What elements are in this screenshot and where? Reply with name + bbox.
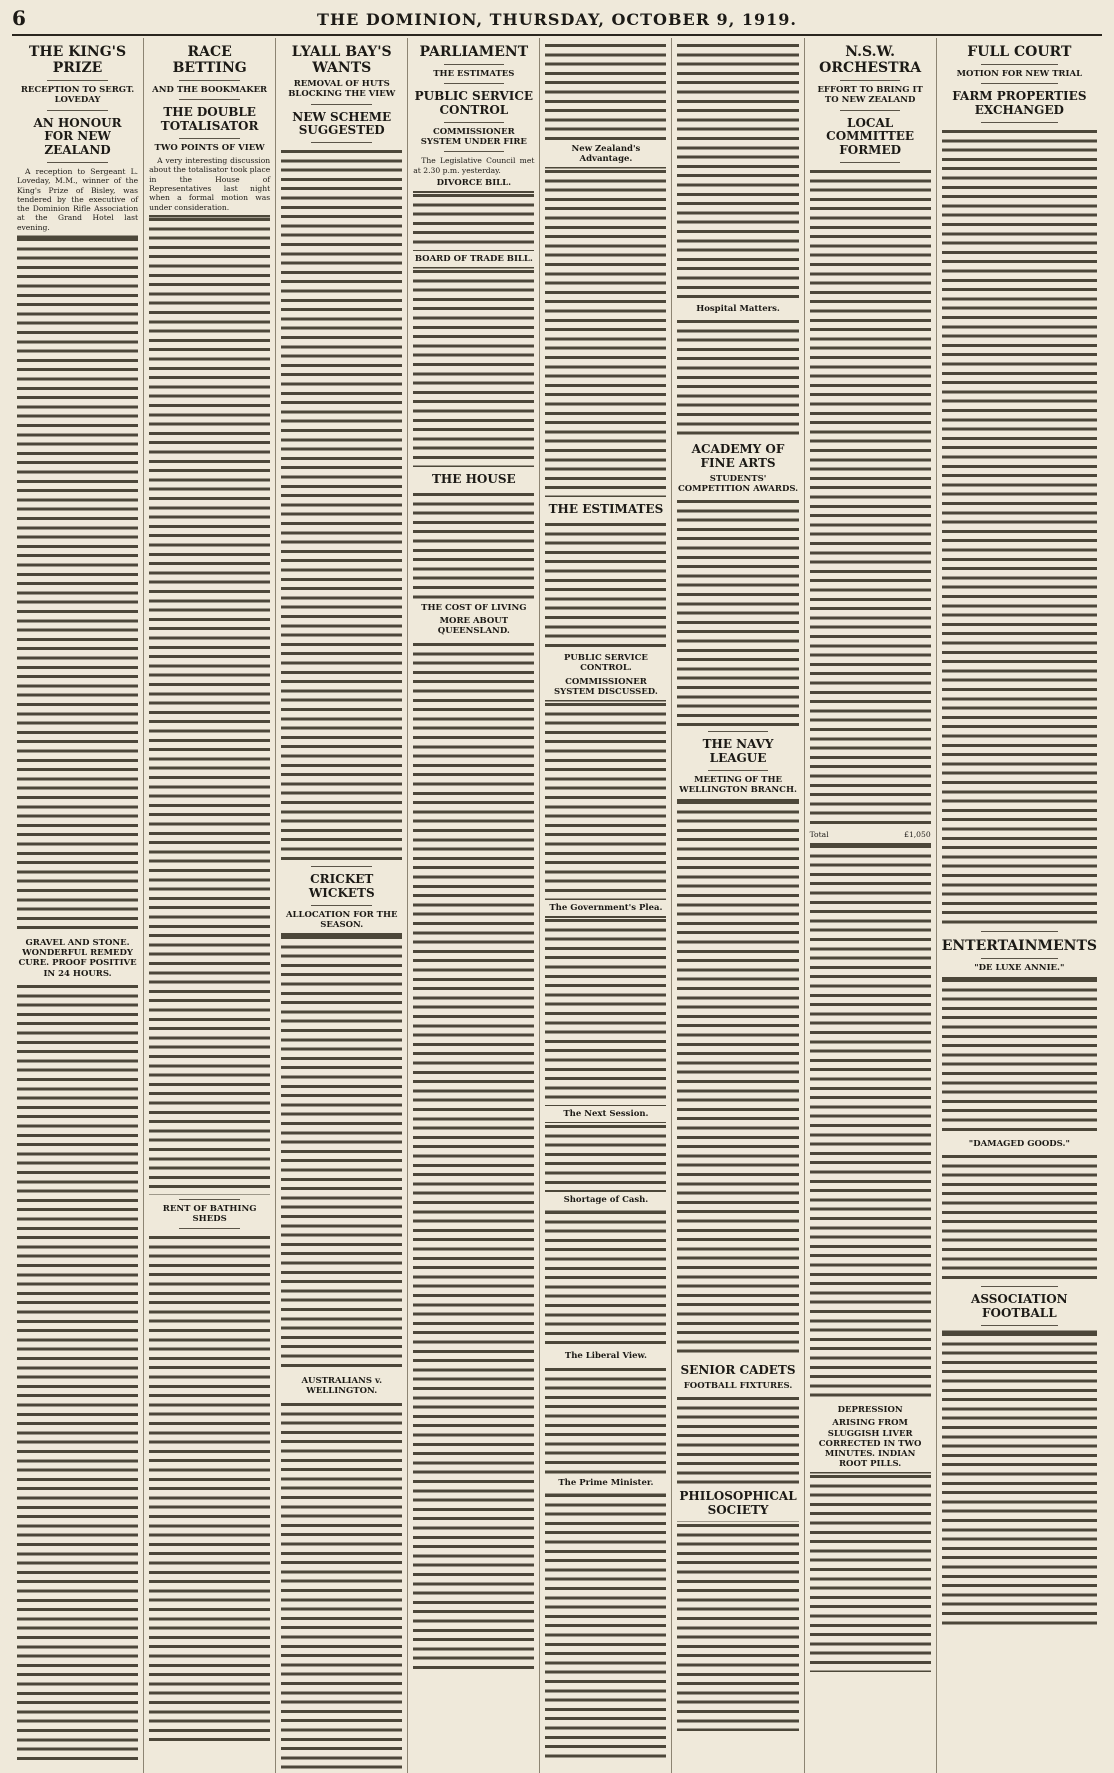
government-plea-heading: The Government's Plea. [549, 902, 663, 913]
divider [47, 110, 108, 111]
column-8 [937, 38, 1102, 1773]
nsw-orchestra-heading: N.S.W. ORCHESTRA [819, 44, 922, 77]
shortage-of-cash-heading: Shortage of Cash. [563, 1195, 649, 1206]
article-text [942, 1330, 1097, 1630]
new-scheme-heading: NEW SCHEME SUGGESTED [292, 109, 392, 138]
article-text [545, 41, 666, 141]
divider [179, 80, 240, 81]
divider [444, 151, 505, 152]
article-text [677, 1521, 798, 1731]
liver-subheading: ARISING FROM SLUGGISH LIVER CORRECTED IN TWO MINUTES. INDIAN ROOT PILLS. [818, 1418, 922, 1470]
article-text [545, 167, 666, 497]
gravel-heading: GRAVEL AND STONE. WONDERFUL REMEDY CURE. PROOF POSITIVE IN 24 HOURS. [18, 938, 137, 979]
article-text [810, 842, 931, 1402]
article-text [413, 191, 534, 251]
orchestra-subheading: EFFORT TO BRING IT TO NEW ZEALAND [817, 85, 923, 106]
article-text [545, 1122, 666, 1192]
students-awards-heading: STUDENTS' COMPETITION AWARDS. [677, 473, 799, 494]
article-text [281, 1400, 402, 1770]
divider [444, 83, 505, 84]
two-points-subheading: TWO POINTS OF VIEW [154, 142, 265, 153]
article-text [942, 1152, 1097, 1282]
divider [981, 122, 1059, 123]
article-text [810, 167, 931, 827]
divider [840, 80, 901, 81]
estimates-heading: THE ESTIMATES [548, 502, 664, 517]
article-text [149, 1233, 270, 1743]
kings-prize-heading: THE KING'S PRIZE [29, 44, 127, 77]
divider [708, 731, 769, 732]
philosophical-society-heading: PHILOSOPHICAL SOCIETY [679, 1489, 797, 1517]
divider [311, 905, 372, 906]
masthead [12, 6, 1102, 36]
academy-heading: ACADEMY OF FINE ARTS [691, 442, 785, 470]
columns [12, 38, 1102, 1738]
honour-heading: AN HONOUR FOR NEW ZEALAND [33, 115, 122, 158]
entertainments-heading: ENTERTAINMENTS [941, 937, 1097, 954]
allocation-subheading: ALLOCATION FOR THE SEASON. [285, 909, 398, 930]
commissioner-subheading: COMMISSIONER SYSTEM UNDER FIRE [420, 126, 527, 148]
football-fixtures-heading: FOOTBALL FIXTURES. [683, 1380, 793, 1391]
divider [981, 1286, 1059, 1287]
column-7 [805, 38, 937, 1773]
divider [311, 142, 372, 143]
article-text [281, 933, 402, 1373]
kings-prize-intro: A reception to Sergeant L. Loveday, M.M., winner of the King's Prize of Bisley, was tendered by the executive of the Dominion Rifle Association at the Grand Hotel last evening. [17, 166, 139, 232]
article-text [413, 490, 534, 600]
queensland-subheading: MORE ABOUT QUEENSLAND. [437, 616, 510, 637]
article-text [942, 976, 1097, 1136]
column-1 [12, 38, 144, 1773]
article-text [545, 520, 666, 650]
column-6 [672, 38, 804, 1773]
race-betting-heading: RACE BETTING [172, 44, 247, 77]
article-text [545, 1365, 666, 1475]
article-text [413, 267, 534, 467]
bookmaker-subheading: AND THE BOOKMAKER [152, 85, 268, 96]
divider [981, 64, 1059, 65]
article-text [545, 700, 666, 900]
divider [708, 770, 769, 771]
de-luxe-annie-heading: "DE LUXE ANNIE." [974, 962, 1065, 973]
committee-heading: LOCAL COMMITTEE FORMED [826, 115, 915, 158]
article-text [545, 916, 666, 1106]
race-betting-intro: A very interesting discussion about the totalisator took place in the House of Representatives last night when a formal motion was under consideration. [149, 156, 271, 212]
masthead-title: THE DOMINION, THURSDAY, OCTOBER 9, 1919. [317, 10, 797, 29]
article-text [677, 1394, 798, 1484]
commissioner-discussed-heading: COMMISSIONER SYSTEM DISCUSSED. [554, 676, 658, 697]
public-service-control-heading: PUBLIC SERVICE CONTROL. [564, 653, 648, 674]
divider [47, 162, 108, 163]
total-row [810, 830, 931, 839]
page-number: 6 [12, 6, 26, 30]
divider [179, 138, 240, 139]
divider [311, 104, 372, 105]
divider [179, 1199, 240, 1200]
new-trial-subheading: MOTION FOR NEW TRIAL [956, 69, 1083, 80]
divider [444, 64, 505, 65]
liberal-view-heading: The Liberal View. [564, 1351, 647, 1362]
total-value: £1,050 [904, 829, 931, 839]
lyall-bay-subheading: REMOVAL OF HUTS BLOCKING THE VIEW [288, 79, 396, 100]
article-text [17, 235, 138, 935]
board-of-trade-heading: BOARD OF TRADE BILL. [414, 254, 533, 265]
council-intro: The Legislative Council met at 2.30 p.m. yesterday. [413, 156, 535, 175]
divider [981, 958, 1059, 959]
article-text [281, 147, 402, 862]
column-4 [408, 38, 540, 1773]
depression-heading: DEPRESSION [837, 1405, 903, 1416]
article-text [677, 798, 798, 1358]
next-session-heading: The Next Session. [563, 1109, 649, 1120]
navy-meeting-heading: MEETING OF THE WELLINGTON BRANCH. [679, 774, 797, 795]
divider [840, 162, 901, 163]
divider [179, 1228, 240, 1229]
divider [444, 122, 505, 123]
totalisator-heading: THE DOUBLE TOTALISATOR [160, 105, 259, 134]
column-3 [276, 38, 408, 1773]
cost-of-living-heading: THE COST OF LIVING [421, 603, 527, 614]
article-text [17, 982, 138, 1762]
australians-subheading: AUSTRALIANS v. WELLINGTON. [301, 1376, 383, 1397]
lyall-bay-heading: LYALL BAY'S WANTS [291, 44, 392, 77]
article-text [413, 640, 534, 1670]
full-court-heading: FULL COURT [967, 44, 1072, 60]
estimates-subheading: THE ESTIMATES [433, 69, 515, 80]
divider [47, 80, 108, 81]
article-text [677, 41, 798, 301]
article-text [942, 127, 1097, 927]
column-2 [144, 38, 276, 1773]
farm-properties-heading: FARM PROPERTIES EXCHANGED [952, 89, 1087, 118]
the-house-heading: THE HOUSE [432, 472, 516, 487]
article-text [545, 1491, 666, 1761]
hospital-matters-heading: Hospital Matters. [696, 304, 780, 314]
article-text [677, 317, 798, 437]
prime-minister-heading: The Prime Minister. [558, 1477, 654, 1488]
divider [311, 866, 372, 867]
divider [981, 931, 1059, 932]
parliament-heading: PARLIAMENT [419, 44, 529, 60]
column-5 [540, 38, 672, 1773]
kings-prize-subheading: RECEPTION TO SERGT. LOVEDAY [20, 85, 135, 106]
divider [981, 83, 1059, 84]
divider [840, 110, 901, 111]
article-text [810, 1472, 931, 1672]
cricket-wickets-heading: CRICKET WICKETS [308, 872, 375, 900]
association-football-heading: ASSOCIATION FOOTBALL [971, 1292, 1068, 1321]
senior-cadets-heading: SENIOR CADETS [680, 1363, 796, 1378]
nz-advantage-heading: New Zealand's Advantage. [571, 144, 641, 165]
total-label: Total [809, 829, 829, 839]
article-text [677, 497, 798, 727]
divider [981, 1325, 1059, 1326]
divider [179, 99, 240, 100]
bathing-sheds-heading: RENT OF BATHING SHEDS [162, 1203, 257, 1225]
damaged-goods-heading: "DAMAGED GOODS." [968, 1139, 1070, 1150]
public-service-heading: PUBLIC SERVICE CONTROL [414, 89, 534, 118]
article-text [545, 1208, 666, 1348]
navy-league-heading: THE NAVY LEAGUE [702, 737, 774, 765]
article-text [149, 215, 270, 1195]
divorce-bill-heading: DIVORCE BILL. [436, 177, 512, 188]
